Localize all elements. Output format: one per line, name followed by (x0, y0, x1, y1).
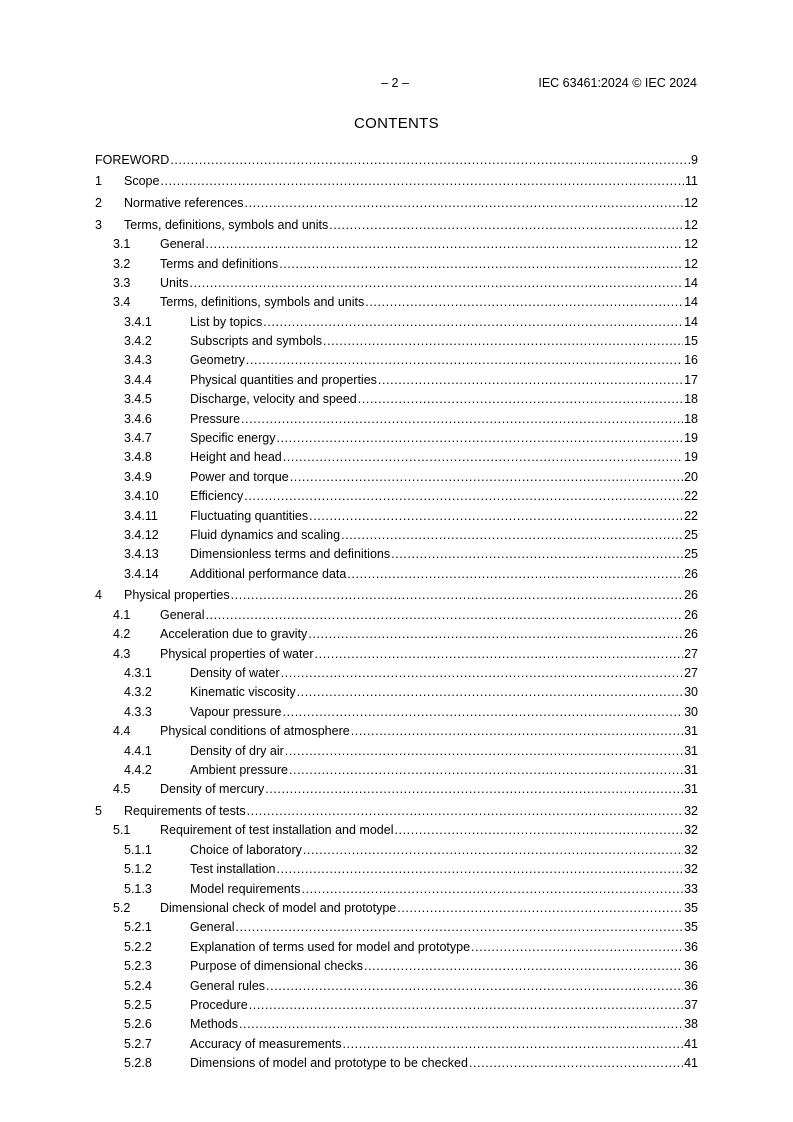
toc-entry-page: 32 (684, 804, 698, 819)
toc-entry-page: 20 (684, 469, 698, 484)
toc-entry-number: 3.4.11 (124, 508, 158, 523)
toc-entry-page: 33 (684, 881, 698, 896)
toc-entry[interactable] (95, 407, 698, 426)
toc-entry-page: 30 (684, 704, 698, 719)
toc-dot-leader (170, 153, 690, 168)
toc-entry-title: FOREWORD (95, 152, 170, 167)
toc-entry-number: 5.1 (113, 823, 131, 838)
toc-entry-number: 3.4.4 (124, 372, 152, 387)
toc-entry-number: 3.4.10 (124, 489, 159, 504)
toc-entry-title: Physical quantities and properties (190, 372, 377, 387)
toc-entry-number: 4.1 (113, 607, 131, 622)
toc-dot-leader (394, 823, 683, 838)
toc-entry-title: Dimensional check of model and prototype (160, 901, 397, 916)
toc-entry-title: Terms, definitions, symbols and units (160, 295, 365, 310)
toc-dot-leader (342, 1037, 683, 1052)
toc-dot-leader (244, 489, 683, 504)
toc-entry-title: Physical properties (124, 588, 230, 603)
toc-entry-page: 9 (691, 152, 698, 167)
toc-entry[interactable] (95, 603, 698, 622)
toc-entry-page: 12 (684, 196, 698, 211)
toc-entry-page: 18 (684, 392, 698, 407)
toc-entry-page: 26 (684, 607, 698, 622)
toc-entry-title: Geometry (190, 353, 245, 368)
toc-dot-leader (303, 843, 683, 858)
toc-entry-page: 25 (684, 547, 698, 562)
toc-entry-title: Dimensionless terms and definitions (190, 547, 391, 562)
toc-entry[interactable] (95, 720, 698, 739)
toc-entry-page: 18 (684, 411, 698, 426)
toc-entry[interactable] (95, 465, 698, 484)
toc-dot-leader (329, 218, 683, 233)
toc-entry-title: Efficiency (190, 489, 244, 504)
toc-entry-number: 5.1.3 (124, 881, 152, 896)
toc-entry-page: 31 (684, 743, 698, 758)
toc-entry-title: Test installation (190, 862, 276, 877)
toc-entry[interactable] (95, 662, 698, 681)
toc-entry-number: 3.2 (113, 256, 131, 271)
toc-entry-title: Normative references (124, 196, 244, 211)
toc-entry-title: Requirement of test installation and model (160, 823, 394, 838)
toc-entry-number: 3.4.14 (124, 566, 159, 581)
toc-entry-number: 4 (95, 588, 102, 603)
toc-entry[interactable] (95, 955, 698, 974)
toc-entry[interactable] (95, 233, 698, 252)
toc-entry-page: 27 (684, 646, 698, 661)
toc-entry-title: Terms, definitions, symbols and units (124, 217, 329, 232)
toc-dot-leader (249, 998, 683, 1013)
toc-entry-page: 31 (684, 762, 698, 777)
toc-entry-number: 5.2 (113, 901, 131, 916)
toc-entry-number: 2 (95, 196, 102, 211)
toc-entry-page: 36 (684, 939, 698, 954)
toc-entry-number: 3.4.6 (124, 411, 152, 426)
toc-entry-number: 4.5 (113, 782, 131, 797)
toc-entry[interactable] (95, 916, 698, 935)
toc-dot-leader (309, 509, 683, 524)
toc-entry[interactable] (95, 146, 698, 168)
toc-entry-number: 3.4.7 (124, 431, 152, 446)
toc-entry-title: Accuracy of measurements (190, 1036, 342, 1051)
toc-dot-leader (235, 920, 683, 935)
toc-entry-number: 3.4.8 (124, 450, 152, 465)
toc-entry-title: General (160, 607, 205, 622)
toc-entry-title: Pressure (190, 411, 241, 426)
toc-entry-title: General (190, 920, 235, 935)
toc-entry-number: 4.3.3 (124, 704, 152, 719)
toc-dot-leader (297, 685, 684, 700)
toc-entry-number: 3.4.3 (124, 353, 152, 368)
toc-entry-page: 26 (684, 588, 698, 603)
toc-entry-title: Density of dry air (190, 743, 284, 758)
toc-entry[interactable] (95, 562, 698, 581)
toc-entry[interactable] (95, 700, 698, 719)
toc-dot-leader (276, 862, 683, 877)
toc-entry[interactable] (95, 778, 698, 797)
toc-entry-title: Units (160, 275, 189, 290)
toc-dot-leader (358, 392, 683, 407)
toc-entry-number: 3.4.9 (124, 469, 152, 484)
toc-entry-title: Physical conditions of atmosphere (160, 724, 350, 739)
toc-dot-leader (276, 431, 683, 446)
toc-entry-title: Terms and definitions (160, 256, 279, 271)
toc-dot-leader (247, 804, 684, 819)
toc-entry[interactable] (95, 819, 698, 838)
toc-entry[interactable] (95, 797, 698, 819)
toc-entry-page: 41 (684, 1056, 698, 1071)
toc-entry[interactable] (95, 543, 698, 562)
toc-entry-title: Model requirements (190, 881, 301, 896)
toc-entry[interactable] (95, 252, 698, 271)
toc-entry-title: Subscripts and symbols (190, 334, 323, 349)
toc-entry-title: Density of mercury (160, 782, 265, 797)
toc-entry-page: 31 (684, 724, 698, 739)
toc-dot-leader (308, 627, 683, 642)
toc-entry[interactable] (95, 897, 698, 916)
toc-entry-number: 5.2.2 (124, 939, 152, 954)
toc-entry-number: 5.2.8 (124, 1056, 152, 1071)
table-of-contents (95, 146, 698, 1071)
toc-dot-leader (290, 470, 683, 485)
toc-entry-page: 14 (684, 275, 698, 290)
toc-entry-page: 15 (684, 334, 698, 349)
toc-entry-number: 3.4.1 (124, 314, 152, 329)
toc-entry-number: 5.2.7 (124, 1036, 152, 1051)
toc-entry-page: 19 (684, 431, 698, 446)
toc-entry[interactable] (95, 504, 698, 523)
toc-entry-page: 12 (684, 256, 698, 271)
toc-entry-page: 32 (684, 862, 698, 877)
toc-dot-leader (205, 608, 683, 623)
toc-entry-number: 5.2.3 (124, 959, 152, 974)
toc-entry-title: Requirements of tests (124, 804, 246, 819)
toc-entry[interactable] (95, 739, 698, 758)
toc-entry[interactable] (95, 291, 698, 310)
toc-dot-leader (265, 782, 683, 797)
toc-entry-title: Methods (190, 1017, 238, 1032)
toc-entry-number: 4.3.2 (124, 685, 152, 700)
toc-entry[interactable] (95, 368, 698, 387)
toc-entry-title: Dimensions of model and prototype to be checked (190, 1056, 468, 1071)
toc-entry-title: Discharge, velocity and speed (190, 392, 357, 407)
toc-entry[interactable] (95, 330, 698, 349)
toc-dot-leader (246, 353, 683, 368)
toc-dot-leader (239, 1017, 683, 1032)
toc-entry-number: 5.2.5 (124, 997, 152, 1012)
toc-dot-leader (266, 979, 683, 994)
toc-entry-number: 4.4 (113, 724, 131, 739)
toc-dot-leader (301, 882, 683, 897)
toc-entry-title: Height and head (190, 450, 282, 465)
toc-entry[interactable] (95, 838, 698, 857)
toc-dot-leader (245, 196, 684, 211)
toc-entry[interactable] (95, 485, 698, 504)
toc-entry-title: General rules (190, 978, 266, 993)
toc-entry[interactable] (95, 272, 698, 291)
toc-dot-leader (378, 373, 683, 388)
toc-dot-leader (283, 450, 683, 465)
toc-entry-title: Scope (124, 174, 160, 189)
toc-entry-page: 35 (684, 920, 698, 935)
toc-entry-title: Additional performance data (190, 566, 347, 581)
toc-entry-page: 38 (684, 1017, 698, 1032)
toc-entry-title: Choice of laboratory (190, 842, 302, 857)
toc-entry-page: 25 (684, 528, 698, 542)
toc-entry-title: Explanation of terms used for model and prototype (190, 939, 471, 954)
toc-entry-page: 19 (684, 450, 698, 465)
toc-entry-number: 4.2 (113, 627, 131, 642)
toc-entry[interactable] (95, 681, 698, 700)
toc-entry[interactable] (95, 211, 698, 233)
toc-entry[interactable] (95, 446, 698, 465)
toc-dot-leader (471, 940, 683, 955)
toc-entry-page: 32 (684, 823, 698, 838)
toc-entry-number: 5.1.2 (124, 862, 152, 877)
toc-entry-page: 41 (684, 1036, 698, 1051)
toc-entry-title: Fluid dynamics and scaling (190, 528, 341, 542)
toc-entry[interactable] (95, 349, 698, 368)
document-reference-header: IEC 63461:2024 © IEC 2024 (538, 76, 697, 90)
toc-dot-leader (365, 295, 683, 310)
toc-entry-number: 3.4.13 (124, 547, 159, 562)
toc-entry-page: 14 (684, 295, 698, 310)
toc-entry-page: 11 (685, 174, 698, 189)
toc-entry-number: 4.4.2 (124, 762, 152, 777)
toc-entry-page: 37 (684, 997, 698, 1012)
toc-entry-page: 16 (684, 353, 698, 368)
toc-entry-page: 17 (684, 372, 698, 387)
toc-entry-number: 3.4.5 (124, 392, 152, 407)
toc-dot-leader (289, 763, 683, 778)
toc-entry-number: 5 (95, 804, 102, 819)
toc-entry-title: List by topics (190, 314, 263, 329)
toc-entry[interactable] (95, 623, 698, 642)
toc-entry-page: 36 (684, 978, 698, 993)
toc-entry-title: Physical properties of water (160, 646, 314, 661)
toc-entry-page: 22 (684, 489, 698, 504)
toc-entry-page: 26 (684, 566, 698, 581)
toc-entry-page: 22 (684, 508, 698, 523)
toc-entry-number: 1 (95, 174, 102, 189)
toc-dot-leader (469, 1056, 683, 1071)
toc-entry[interactable] (95, 1013, 698, 1032)
contents-title: CONTENTS (354, 115, 439, 132)
toc-dot-leader (283, 705, 684, 720)
toc-dot-leader (397, 901, 683, 916)
toc-entry-title: Specific energy (190, 431, 276, 446)
toc-dot-leader (241, 412, 683, 427)
page-number-header: – 2 – (381, 76, 409, 90)
toc-entry-title: General (160, 237, 205, 252)
toc-entry-number: 3 (95, 217, 102, 232)
toc-entry-title: Fluctuating quantities (190, 508, 309, 523)
toc-entry-page: 35 (684, 901, 698, 916)
toc-entry[interactable] (95, 642, 698, 661)
toc-entry-page: 12 (684, 217, 698, 232)
toc-entry[interactable] (95, 582, 698, 604)
toc-entry[interactable] (95, 759, 698, 778)
toc-dot-leader (231, 588, 683, 603)
toc-dot-leader (323, 334, 683, 349)
toc-entry-number: 5.1.1 (124, 842, 152, 857)
toc-dot-leader (285, 744, 683, 759)
toc-dot-leader (281, 666, 683, 681)
toc-entry[interactable] (95, 427, 698, 446)
toc-entry-title: Procedure (190, 997, 248, 1012)
toc-entry-page: 31 (684, 782, 698, 797)
toc-entry-page: 26 (684, 627, 698, 642)
toc-dot-leader (315, 647, 684, 662)
toc-dot-leader (364, 959, 683, 974)
toc-dot-leader (347, 567, 683, 582)
toc-entry-number: 4.3 (113, 646, 131, 661)
toc-entry-number: 3.3 (113, 275, 131, 290)
toc-entry-title: Vapour pressure (190, 704, 282, 719)
toc-entry-title: Power and torque (190, 469, 289, 484)
toc-entry[interactable] (95, 310, 698, 329)
toc-entry[interactable] (95, 168, 698, 190)
toc-dot-leader (189, 276, 683, 291)
toc-entry-page: 14 (684, 314, 698, 329)
toc-entry-page: 32 (684, 842, 698, 857)
toc-entry[interactable] (95, 935, 698, 954)
toc-entry[interactable] (95, 1032, 698, 1051)
toc-entry[interactable] (95, 877, 698, 896)
toc-dot-leader (341, 528, 683, 543)
toc-entry[interactable] (95, 388, 698, 407)
toc-entry-page: 36 (684, 959, 698, 974)
toc-entry[interactable] (95, 974, 698, 993)
toc-entry-page: 12 (684, 237, 698, 252)
toc-dot-leader (279, 257, 683, 272)
toc-dot-leader (160, 174, 684, 189)
toc-dot-leader (205, 237, 683, 252)
toc-entry-number: 5.2.4 (124, 978, 152, 993)
toc-entry-number: 3.4.2 (124, 334, 152, 349)
toc-entry-number: 3.1 (113, 237, 131, 252)
toc-entry-number: 5.2.6 (124, 1017, 152, 1032)
toc-entry[interactable] (95, 189, 698, 211)
toc-entry[interactable] (95, 1052, 698, 1071)
toc-entry[interactable] (95, 524, 698, 543)
toc-entry-title: Purpose of dimensional checks (190, 959, 364, 974)
toc-entry-title: Kinematic viscosity (190, 685, 296, 700)
toc-entry-number: 4.4.1 (124, 743, 152, 758)
toc-entry-page: 30 (684, 685, 698, 700)
toc-dot-leader (263, 315, 683, 330)
toc-entry-number: 3.4 (113, 295, 131, 310)
toc-entry-number: 4.3.1 (124, 666, 152, 681)
toc-dot-leader (351, 724, 683, 739)
toc-entry-title: Acceleration due to gravity (160, 627, 308, 642)
toc-entry-title: Ambient pressure (190, 762, 288, 777)
toc-entry[interactable] (95, 858, 698, 877)
toc-entry-page: 27 (684, 666, 698, 681)
toc-dot-leader (391, 547, 683, 562)
toc-entry[interactable] (95, 994, 698, 1013)
toc-entry-number: 3.4.12 (124, 528, 159, 542)
toc-entry-title: Density of water (190, 666, 280, 681)
toc-entry-number: 5.2.1 (124, 920, 152, 935)
